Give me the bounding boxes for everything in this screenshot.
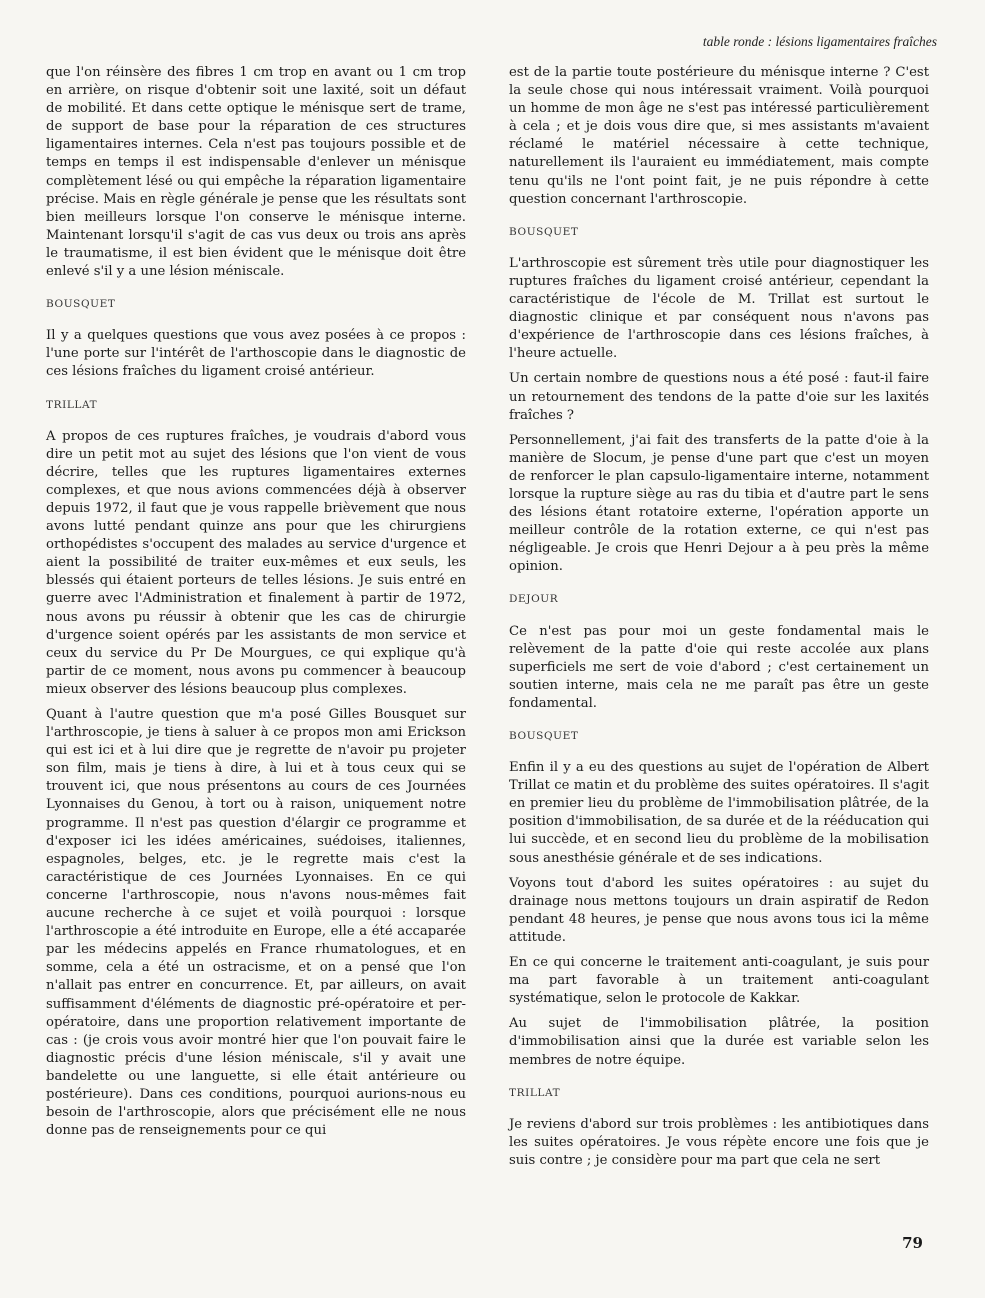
paragraph: est de la partie toute postérieure du ménisque interne ? C'est la seule chose qui nous intéressait vraiment. Voilà pourquoi un homme de mon âge ne s'est pas intéressé particulièrement à cela ; et je dois vous dire que, si mes assistants m'avaient réclamé le matériel nécessaire à cette technique, naturellement ils l'auraient eu immédiatement, mais compte tenu qu'ils ne l'ont point fait, je ne puis répondre à cette question concernant l'arthroscopie. [509,65,929,207]
speaker-label: BOUSQUET [46,298,116,311]
right-column [509,64,929,1177]
speaker-label: TRILLAT [509,1086,561,1099]
speaker-label: DEJOUR [509,593,559,606]
left-column [46,64,466,1147]
speaker-label: BOUSQUET [509,225,579,238]
speaker-label: BOUSQUET [509,730,579,742]
paragraph: Voyons tout d'abord les suites opératoires : au sujet du drainage nous mettons toujours un drain aspiratif de Redon pendant 48 heures, je pense que nous avons tous ici la même attitude. [509,875,929,945]
paragraph: Enfin il y a eu des questions au sujet de l'opération de Albert Trillat ce matin et du problème des suites opératoires. Il s'agit en premier lieu du problème de l'immobilisation plâtrée, de la position d'immobilisation, de sa durée et de la rééducation qui lui succède, et en second lieu du problème de la mobilisation sous anesthésie générale et de ses indications. [509,760,929,866]
paragraph: Ce n'est pas pour moi un geste fondamental mais le relèvement de la patte d'oie qui reste accolée aux plans superficiels me sert de voie d'abord ; c'est certainement un soutien interne, mais cela ne me paraît pas être un geste fondamental. [509,623,929,711]
page-number: 79 [902,1234,923,1252]
paragraph: Un certain nombre de questions nous a été posé : faut-il faire un retournement des tendons de la patte d'oie sur les laxités fraîches ? [509,371,929,423]
paragraph: Il y a quelques questions que vous avez posées à ce propos : l'une porte sur l'intérêt de l'arthoscopie dans le diagnostic de ces lésions fraîches du ligament croisé antérieur. [46,328,466,380]
paragraph: L'arthroscopie est sûrement très utile pour diagnostiquer les ruptures fraîches du ligament croisé antérieur, cependant la caractéristique de l'école de M. Trillat est surtout le diagnostic clinique et par conséquent nous n'avons pas d'expérience de l'arthroscopie dans ces lésions fraîches, à l'heure actuelle. [509,255,929,362]
speaker-label: TRILLAT [46,398,98,411]
paragraph: Quant à l'autre question que m'a posé Gilles Bousquet sur l'arthroscopie, je tiens à saluer à ce propos mon ami Erickson qui est ici et à lui dire que je regrette de n'avoir pu projeter son film, mais je tiens à dire, à lui et à tous ceux qui se trouvent ici, que nous présentons au cours de ces Journées Lyonnaises du Genou, à tort ou à raison, uniquement notre programme. Il n'est pas question d'élargir ce programme et d'exposer ici les idées américaines, suédoises, italiennes, espagnoles, belges, etc. je le regrette mais c'est la caractéristique de ces Journées Lyonnaises. En ce qui concerne l'arthroscopie, nous n'avons nous-mêmes fait aucune recherche à ce sujet et voilà pourquoi : lorsque l'arthroscopie a été introduite en Europe, elle a été accaparée par les médecins appelés en France rhumatologues, et en somme, cela a été un ostracisme, et on a pensé que l'on n'allait pas entrer en concurrence. Et, par ailleurs, on avait suffisamment d'éléments de diagnostic pré-opératoire et per-opératoire, dans une proportion relativement importante de cas : (je crois vous avoir montré hier que l'on pouvait faire le diagnostic précis d'une lésion méniscale, s'il y avait une bandelette ou une languette, si elle était antérieure ou postérieure). Dans ces conditions, pourquoi aurions-nous eu besoin de l'arthroscopie, alors que précisément elle ne nous donne pas de renseignements pour ce qui [46,707,466,1139]
paragraph: En ce qui concerne le traitement anti-coagulant, je suis pour ma part favorable à un traitement anti-coagulant systématique, selon le protocole de Kakkar. [509,955,929,1007]
paragraph: que l'on réinsère des fibres 1 cm trop en avant ou 1 cm trop en arrière, on risque d'obtenir soit une laxité, soit un défaut de mobilité. Et dans cette optique le ménisque sert de trame, de support de base pour la réparation de ces structures ligamentaires internes. Cela n'est pas toujours possible et de temps en temps il est indispensable d'enlever un ménisque complètement lésé ou qui empêche la réparation ligamentaire précise. Mais en règle générale je pense que les résultats sont bien meilleurs lorsque l'on conserve le ménisque interne. Maintenant lorsqu'il s'agit de cas vus deux ou trois ans après le traumatisme, il est bien évident que le ménisque doit être enlevé s'il y a une lésion méniscale. [46,65,466,280]
paragraph: Je reviens d'abord sur trois problèmes : les antibiotiques dans les suites opératoires. Je vous répète encore une fois que je suis contre ; je considère pour ma part que cela ne sert [509,1116,929,1168]
paragraph: A propos de ces ruptures fraîches, je voudrais d'abord vous dire un petit mot au sujet des lésions que l'on vient de vous décrire, telles que les ruptures ligamentaires externes complexes, et que nous avions commencées déjà à observer depuis 1972, il faut que je vous rappelle brièvement que nous avons lutté pendant quinze ans pour que les chirurgiens orthopédistes s'occupent des malades au service d'urgence et aient la possibilité de traiter eux-mêmes et eux seuls, les blessés qui étaient porteurs de telles lésions. Je suis entré en guerre avec l'Administration et finalement à partir de 1972, nous avons pu réussir à obtenir que les cas de chirurgie d'urgence soient opérés par les assistants de mon service et ceux du service du Pr De Mourgues, ce qui explique qu'à partir de ce moment, nous avons pu commencer à beaucoup mieux observer des lésions beaucoup plus complexes. [46,428,466,697]
paragraph: Personnellement, j'ai fait des transferts de la patte d'oie à la manière de Slocum, je pense d'une part que c'est un moyen de renforcer le plan capsulo-ligamentaire interne, notamment lorsque la rupture siège au ras du tibia et d'autre part le sens des lésions étant rotatoire externe, l'opération apporte un meilleur contrôle de la rotation externe, ce qui n'est pas négligeable. Je crois que Henri Dejour a à peu près la même opinion. [509,432,929,575]
running-head: table ronde : lésions ligamentaires fraîches [702,34,937,49]
paragraph: Au sujet de l'immobilisation plâtrée, la position d'immobilisation ainsi que la durée est variable selon les membres de notre équipe. [509,1016,929,1068]
